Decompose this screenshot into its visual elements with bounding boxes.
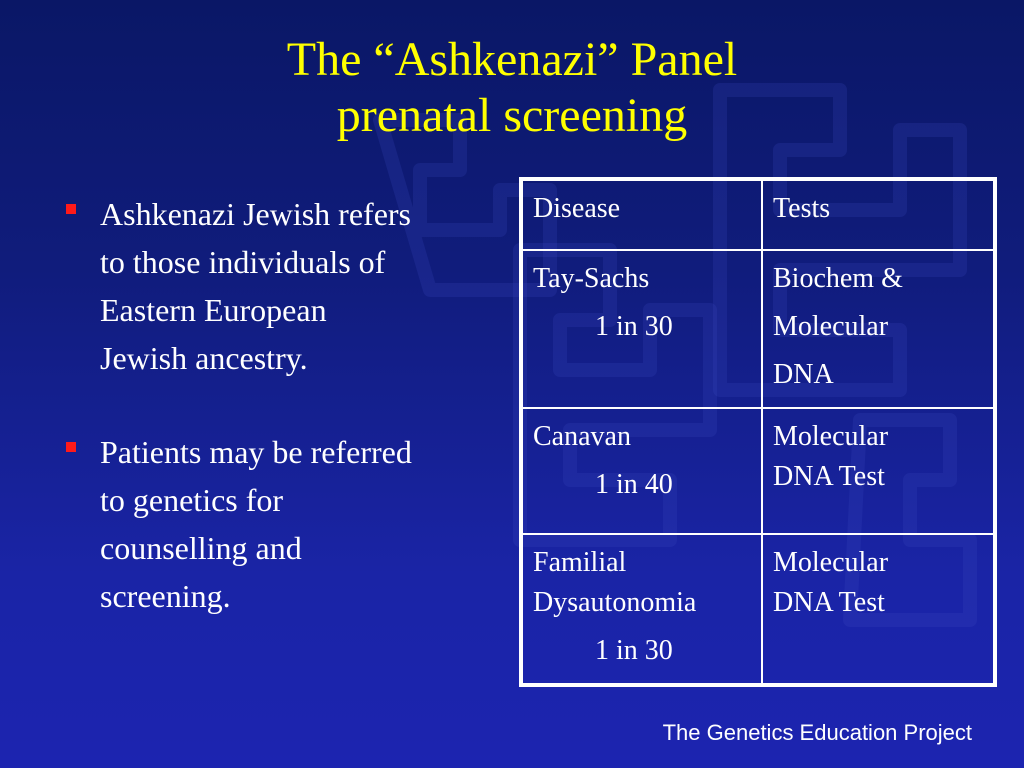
tests-cell: [762, 534, 994, 684]
bullet-line: Patients may be referred: [100, 434, 412, 470]
disease-name: Familial: [533, 547, 627, 578]
tests-cell: [762, 408, 994, 534]
test-line: Molecular: [773, 547, 889, 578]
bullet-line: to genetics for: [100, 482, 284, 518]
bullet-line: screening.: [100, 578, 231, 614]
test-line: Molecular: [773, 421, 889, 452]
title-line-2: prenatal screening: [336, 89, 688, 142]
slide-title: [0, 32, 1024, 144]
title-line-1: The “Ashkenazi” Panel: [286, 33, 738, 86]
bullet-line: Eastern European: [100, 292, 327, 328]
header-disease: Disease: [522, 180, 762, 250]
table-row: [522, 534, 994, 684]
table-row: [522, 408, 994, 534]
bullet-line: to those individuals of: [100, 244, 386, 280]
table-row: [522, 250, 994, 408]
bullet-line: Ashkenazi Jewish refers: [100, 196, 411, 232]
bullet-line: counselling and: [100, 530, 302, 566]
bullet-line: Jewish ancestry.: [100, 340, 308, 376]
tests-cell: [762, 250, 994, 408]
square-bullet-icon: [66, 442, 76, 452]
bullet-list: [62, 190, 502, 666]
test-line: Molecular: [773, 311, 889, 342]
disease-name: Dysautonomia: [533, 587, 697, 618]
screening-table: [519, 177, 997, 687]
disease-name: Canavan: [533, 421, 631, 452]
disease-frequency: 1 in 40: [595, 469, 673, 500]
bullet-item: [62, 190, 502, 382]
test-line: DNA Test: [773, 461, 885, 492]
disease-cell: [522, 408, 762, 534]
bullet-item: [62, 428, 502, 620]
test-line: DNA: [773, 359, 834, 390]
disease-frequency: 1 in 30: [595, 311, 673, 342]
disease-cell: [522, 534, 762, 684]
square-bullet-icon: [66, 204, 76, 214]
disease-name: Tay-Sachs: [533, 263, 650, 294]
test-line: DNA Test: [773, 587, 885, 618]
test-line: Biochem &: [773, 263, 903, 294]
disease-frequency: 1 in 30: [595, 635, 673, 666]
footer-credit: The Genetics Education Project: [662, 720, 972, 745]
disease-cell: [522, 250, 762, 408]
table-header-row: [522, 180, 994, 250]
header-tests: Tests: [762, 180, 994, 250]
